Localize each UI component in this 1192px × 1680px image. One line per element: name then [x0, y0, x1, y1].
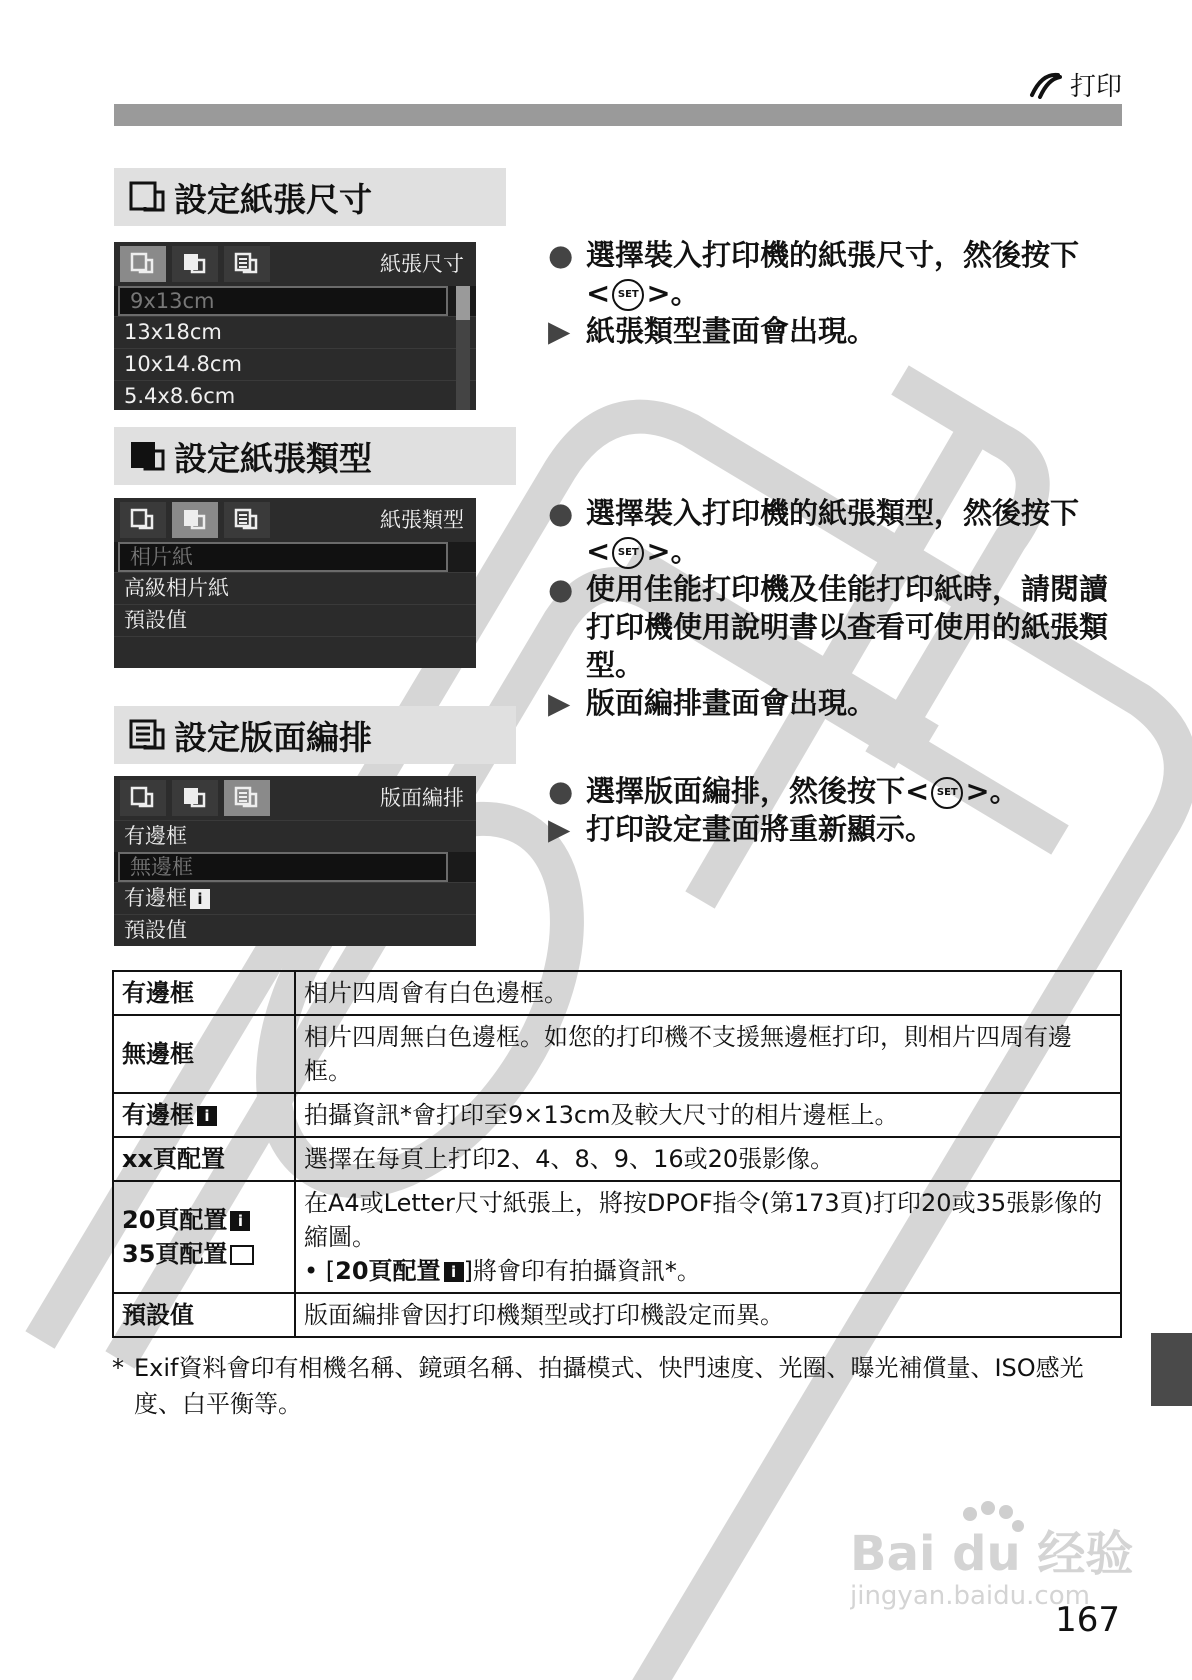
baidu-watermark [850, 1500, 1150, 1610]
page-layout-icon [128, 718, 168, 752]
table-key: 有邊框 i [113, 1093, 295, 1137]
paper-type-icon [181, 507, 209, 533]
instructions-paper-size: ● 選擇裝入打印機的紙張尺寸，然後按下 < SET >。 ▶ 紙張類型畫面會出現。 [548, 238, 1080, 348]
tab-page-layout[interactable] [224, 780, 270, 816]
screen-title: 版面編排 [380, 786, 464, 810]
section-heading-paper-size: 設定紙張尺寸 [114, 168, 506, 226]
table-value: 版面編排會因打印機類型或打印機設定而異。 [295, 1293, 1121, 1337]
header-bar [114, 104, 1122, 126]
section-heading-page-layout: 設定版面編排 [114, 706, 516, 764]
paper-size-icon [128, 180, 168, 214]
instructions-page-layout: ● 選擇版面編排，然後按下< SET >。 ▶ 打印設定畫面將重新顯示。 [548, 774, 1019, 846]
info-icon: i [444, 1262, 464, 1282]
paper-size-icon [129, 507, 157, 533]
list-item[interactable]: 5.4x8.6cm [114, 380, 476, 410]
paper-type-screen [114, 498, 476, 668]
paper-size-icon [129, 785, 157, 811]
info-icon: i [197, 1106, 217, 1126]
layout-options-table [112, 970, 1122, 1338]
film-icon [230, 1245, 254, 1265]
instructions-paper-type: ● 選擇裝入打印機的紙張類型，然後按下 < SET >。 ● 使用佳能打印機及佳能打印紙時，請閱讀打印機使用說明書以查看可使用的紙張類型。 ▶ 版面編排畫面會出現。 [548, 496, 1109, 720]
table-value: 在A4或Letter尺寸紙張上，將按DPOF指令(第173頁)打印20或35張影像的縮圖。 • [20頁配置 i ]將會印有拍攝資訊*。 [295, 1181, 1121, 1293]
screen-title: 紙張類型 [380, 508, 464, 532]
tab-paper-size[interactable] [120, 246, 166, 282]
tab-paper-size[interactable] [120, 502, 166, 538]
svg-text:Bai du 经验: Bai du 经验 [850, 1526, 1134, 1582]
list-item[interactable]: 13x18cm [114, 316, 476, 348]
table-row [113, 1015, 1121, 1093]
table-row [113, 971, 1121, 1015]
paper-size-screen [114, 242, 476, 410]
list-item[interactable]: 有邊框 [114, 820, 476, 852]
table-key: 無邊框 [113, 1015, 295, 1093]
table-value: 相片四周無白色邊框。如您的打印機不支援無邊框打印，則相片四周有邊框。 [295, 1015, 1121, 1093]
page-layout-screen [114, 776, 476, 946]
table-row [113, 1181, 1121, 1293]
paper-type-icon [181, 251, 209, 277]
section-heading-paper-type: 設定紙張類型 [114, 427, 516, 485]
header-label: 打印 [1069, 72, 1122, 102]
table-row [113, 1137, 1121, 1181]
chapter-tab [1151, 1333, 1192, 1406]
scrollbar[interactable] [456, 286, 470, 410]
tab-paper-type[interactable] [172, 780, 218, 816]
set-button-icon: SET [612, 279, 644, 311]
table-value: 選擇在每頁上打印2、4、8、9、16或20張影像。 [295, 1137, 1121, 1181]
table-row [113, 1093, 1121, 1137]
print-icon [1028, 71, 1062, 99]
page-layout-icon [233, 251, 261, 277]
list-item-selected[interactable]: 無邊框 [118, 852, 448, 882]
running-header [1028, 66, 1122, 103]
list-item-empty [114, 636, 476, 668]
tab-paper-type[interactable] [172, 502, 218, 538]
set-button-icon: SET [612, 537, 644, 569]
list-item[interactable]: 10x14.8cm [114, 348, 476, 380]
paper-type-icon [128, 439, 168, 473]
table-row [113, 1293, 1121, 1337]
table-key: 有邊框 [113, 971, 295, 1015]
footnote: * Exif資料會印有相機名稱、鏡頭名稱、拍攝模式、快門速度、光圈、曝光補償量、ISO感光度、白平衡等。 [112, 1354, 1084, 1418]
list-item-selected[interactable]: 相片紙 [118, 542, 448, 572]
table-value: 拍攝資訊*會打印至9×13cm及較大尺寸的相片邊框上。 [295, 1093, 1121, 1137]
tab-page-layout[interactable] [224, 502, 270, 538]
svg-text:jingyan.baidu.com: jingyan.baidu.com [850, 1581, 1090, 1610]
info-icon: i [230, 1211, 250, 1231]
page-layout-icon [233, 507, 261, 533]
list-item[interactable]: 有邊框 i [114, 882, 476, 914]
page-layout-icon [233, 785, 261, 811]
scrollbar-thumb[interactable] [456, 286, 470, 320]
table-key: 預設值 [113, 1293, 295, 1337]
tab-paper-size[interactable] [120, 780, 166, 816]
list-item[interactable]: 預設值 [114, 914, 476, 946]
list-item[interactable]: 高級相片紙 [114, 572, 476, 604]
table-key: 20頁配置 i 35頁配置 [113, 1181, 295, 1293]
list-item-selected[interactable]: 9x13cm [118, 286, 448, 316]
paper-size-icon [129, 251, 157, 277]
info-icon: i [190, 889, 210, 909]
table-key: xx頁配置 [113, 1137, 295, 1181]
list-item[interactable]: 預設值 [114, 604, 476, 636]
table-value: 相片四周會有白色邊框。 [295, 971, 1121, 1015]
page-number: 167 [1055, 1600, 1120, 1640]
tab-paper-type[interactable] [172, 246, 218, 282]
tab-page-layout[interactable] [224, 246, 270, 282]
paper-type-icon [181, 785, 209, 811]
screen-title: 紙張尺寸 [380, 252, 464, 276]
set-button-icon: SET [931, 777, 963, 809]
